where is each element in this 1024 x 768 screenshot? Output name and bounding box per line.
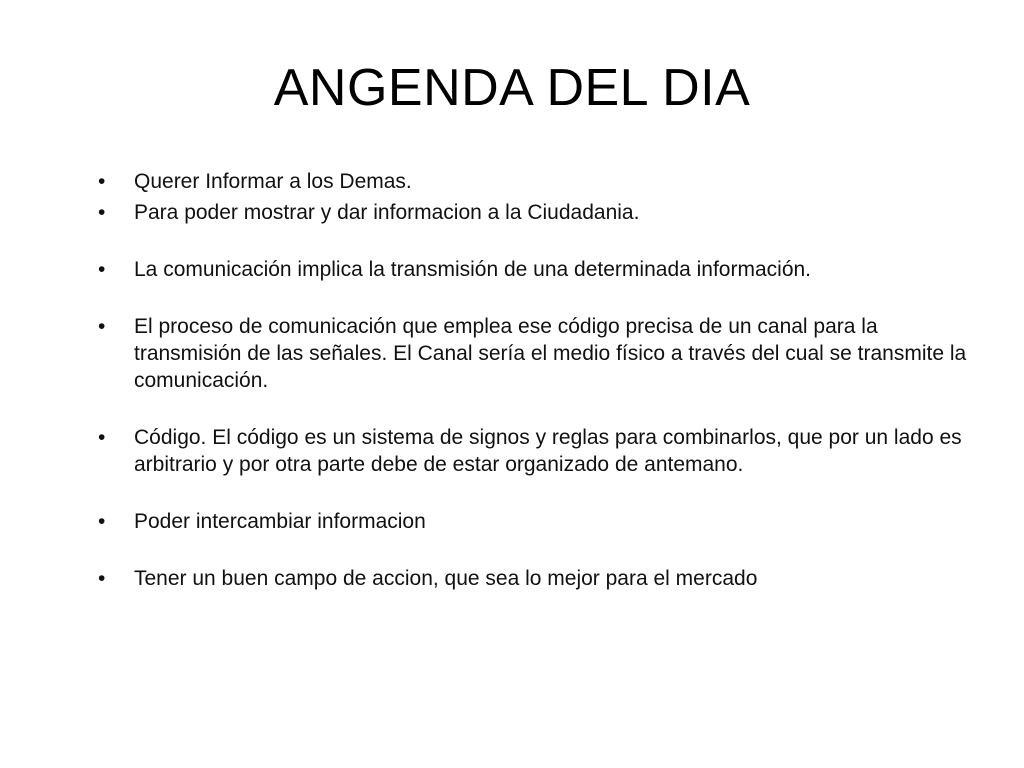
bullet-text: Querer Informar a los Demas. bbox=[134, 170, 412, 193]
bullet-icon: • bbox=[98, 258, 106, 281]
bullet-icon: • bbox=[98, 426, 106, 449]
bullet-item bbox=[98, 424, 978, 478]
bullet-item bbox=[98, 313, 978, 394]
bullet-text: Código. El código es un sistema de signos y reglas para combinarlos, que por un lado es arbitrario y por otra parte debe de estar organizado de antemano. bbox=[134, 426, 962, 476]
bullet-item bbox=[98, 508, 978, 535]
bullet-item bbox=[98, 256, 978, 283]
bullet-text: Para poder mostrar y dar informacion a la Ciudadania. bbox=[134, 201, 640, 224]
slide-title: ANGENDA DEL DIA bbox=[273, 59, 751, 117]
bullet-text: Poder intercambiar informacion bbox=[134, 510, 426, 533]
bullet-text: La comunicación implica la transmisión de una determinada información. bbox=[134, 258, 812, 281]
bullet-list bbox=[98, 168, 978, 592]
bullet-text: El proceso de comunicación que emplea ese código precisa de un canal para la transmisión de las señales. El Canal sería el medio físico a través del cual se transmite la comunicación. bbox=[134, 315, 967, 392]
bullet-icon: • bbox=[98, 201, 106, 224]
bullet-icon: • bbox=[98, 510, 106, 533]
bullet-icon: • bbox=[98, 170, 106, 193]
bullet-icon: • bbox=[98, 567, 106, 590]
bullet-item bbox=[98, 199, 978, 226]
bullet-text: Tener un buen campo de accion, que sea lo mejor para el mercado bbox=[134, 567, 758, 590]
bullet-item bbox=[98, 565, 978, 592]
bullet-item bbox=[98, 168, 978, 195]
bullet-icon: • bbox=[98, 315, 106, 338]
